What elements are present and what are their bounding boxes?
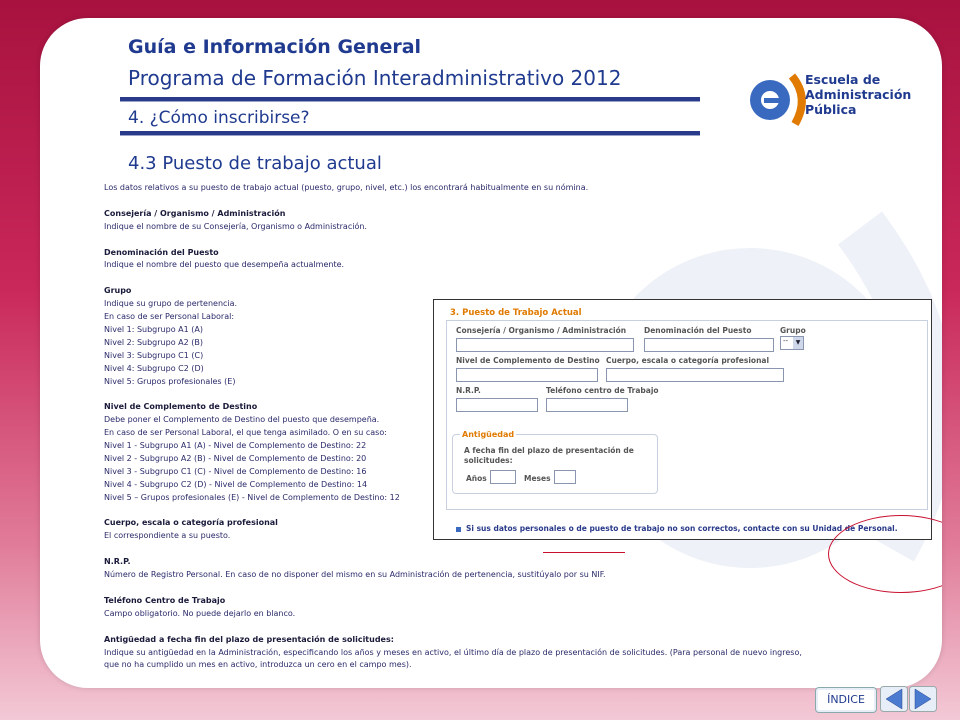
form-title: 3. Puesto de Trabajo Actual: [450, 308, 582, 318]
program-title: Programa de Formación Interadministrativo 2012: [128, 66, 622, 90]
meses-input[interactable]: [554, 470, 576, 484]
grupo-line: Nivel 1: Subgrupo A1 (A): [104, 324, 203, 334]
denominacion-text: Indique el nombre del puesto que desempeña actualmente.: [104, 260, 345, 270]
nivel-line: Nivel 5 – Grupos profesionales (E) - Nivel de Complemento de Destino: 12: [104, 492, 400, 502]
nrp-label: N.R.P.: [456, 386, 481, 395]
slide-card: [40, 18, 942, 688]
antiguedad-line: que no ha cumplido un mes en activo, introduzca un cero en el campo mes).: [104, 660, 412, 670]
meses-label: Meses: [524, 474, 551, 483]
antiguedad-heading: Antigüedad a fecha fin del plazo de presentación de solicitudes:: [104, 634, 394, 644]
consejeria-label: Consejería / Organismo / Administración: [456, 326, 627, 335]
telefono-heading: Teléfono Centro de Trabajo: [104, 595, 226, 605]
telefono-text: Campo obligatorio. No puede dejarlo en blanco.: [104, 608, 296, 618]
grupo-line: Nivel 5: Grupos profesionales (E): [104, 376, 236, 386]
nrp-input[interactable]: [456, 398, 538, 412]
denominacion-input[interactable]: [644, 338, 774, 352]
antiguedad-line: Indique su antigüedad en la Administración, especificando los años y meses en activo, el último día de plazo de presentación de solicitudes. (Para personal de nuevo ingreso,: [104, 647, 802, 657]
consejeria-input[interactable]: [456, 338, 634, 352]
cuerpo-heading: Cuerpo, escala o categoría profesional: [104, 518, 278, 528]
antiguedad-title: Antigüedad: [462, 430, 515, 439]
intro-text: Los datos relativos a su puesto de trabajo actual (puesto, grupo, nivel, etc.) los encontrará habitualmente en su nómina.: [104, 183, 589, 192]
consejeria-heading: Consejería / Organismo / Administración: [104, 208, 286, 218]
antiguedad-text: A fecha fin del plazo de presentación de: [464, 446, 634, 455]
nivel-line: Debe poner el Complemento de Destino del puesto que desempeña.: [104, 415, 380, 425]
bullet-icon: [456, 527, 461, 532]
title-divider: [120, 97, 700, 102]
grupo-line: Indique su grupo de pertenencia.: [104, 299, 238, 309]
telefono-label: Teléfono centro de Trabajo: [546, 386, 659, 395]
telefono-input[interactable]: [546, 398, 628, 412]
nrp-text: Número de Registro Personal. En caso de no disponer del mismo en su Administración de pertenencia, sustitúyalo por su NIF.: [104, 570, 606, 580]
anios-label: Años: [466, 474, 487, 483]
grupo-select[interactable]: [780, 336, 804, 350]
subsection-title: 4.3 Puesto de trabajo actual: [128, 153, 382, 174]
indice-button[interactable]: ÍNDICE: [815, 687, 877, 713]
school-logo-text: Escuela de Administración Pública: [805, 72, 912, 117]
unidad-personal-note: Si sus datos personales o de puesto de trabajo no son correctos, contacte con su Unidad de Personal.: [456, 524, 898, 533]
nivel-input[interactable]: [456, 368, 598, 382]
grupo-line: En caso de ser Personal Laboral:: [104, 312, 235, 322]
nivel-line: Nivel 2 - Subgrupo A2 (B) - Nivel de Complemento de Destino: 20: [104, 453, 367, 463]
grupo-line: Nivel 2: Subgrupo A2 (B): [104, 337, 203, 347]
anios-input[interactable]: [490, 470, 516, 484]
grupo-line: Nivel 4: Subgrupo C2 (D): [104, 363, 204, 373]
grupo-line: Nivel 3: Subgrupo C1 (C): [104, 350, 204, 360]
form-screenshot: [433, 299, 932, 540]
nivel-line: Nivel 1 - Subgrupo A1 (A) - Nivel de Complemento de Destino: 22: [104, 441, 367, 451]
consejeria-text: Indique el nombre de su Consejería, Organismo o Administración.: [104, 221, 367, 231]
denominacion-label: Denominación del Puesto: [644, 326, 752, 335]
denominacion-heading: Denominación del Puesto: [104, 247, 219, 257]
cuerpo-input[interactable]: [606, 368, 784, 382]
grupo-heading: Grupo: [104, 286, 132, 296]
nivel-line: Nivel 3 - Subgrupo C1 (C) - Nivel de Complemento de Destino: 16: [104, 466, 367, 476]
nrp-heading: N.R.P.: [104, 557, 131, 567]
nivel-line: Nivel 4 - Subgrupo C2 (D) - Nivel de Complemento de Destino: 14: [104, 479, 368, 489]
cuerpo-label: Cuerpo, escala o categoría profesional: [606, 356, 770, 365]
highlight-underline: [543, 552, 625, 553]
chevron-down-icon: ▼: [793, 337, 803, 349]
cuerpo-text: El correspondiente a su puesto.: [104, 531, 231, 541]
guide-title: Guía e Información General: [128, 36, 422, 58]
grupo-label: Grupo: [780, 326, 806, 335]
antiguedad-text: solicitudes:: [464, 456, 513, 465]
triangle-right-icon[interactable]: [909, 686, 937, 712]
nivel-line: En caso de ser Personal Laboral, el que tenga asimilado. O en su caso:: [104, 428, 387, 438]
section-divider: [120, 131, 700, 136]
nivel-label: Nivel de Complemento de Destino: [456, 356, 600, 365]
section-title: 4. ¿Cómo inscribirse?: [128, 108, 310, 128]
nivel-heading: Nivel de Complemento de Destino: [104, 402, 258, 412]
triangle-left-icon[interactable]: [880, 686, 908, 712]
grupo-select-value: --: [783, 337, 789, 345]
